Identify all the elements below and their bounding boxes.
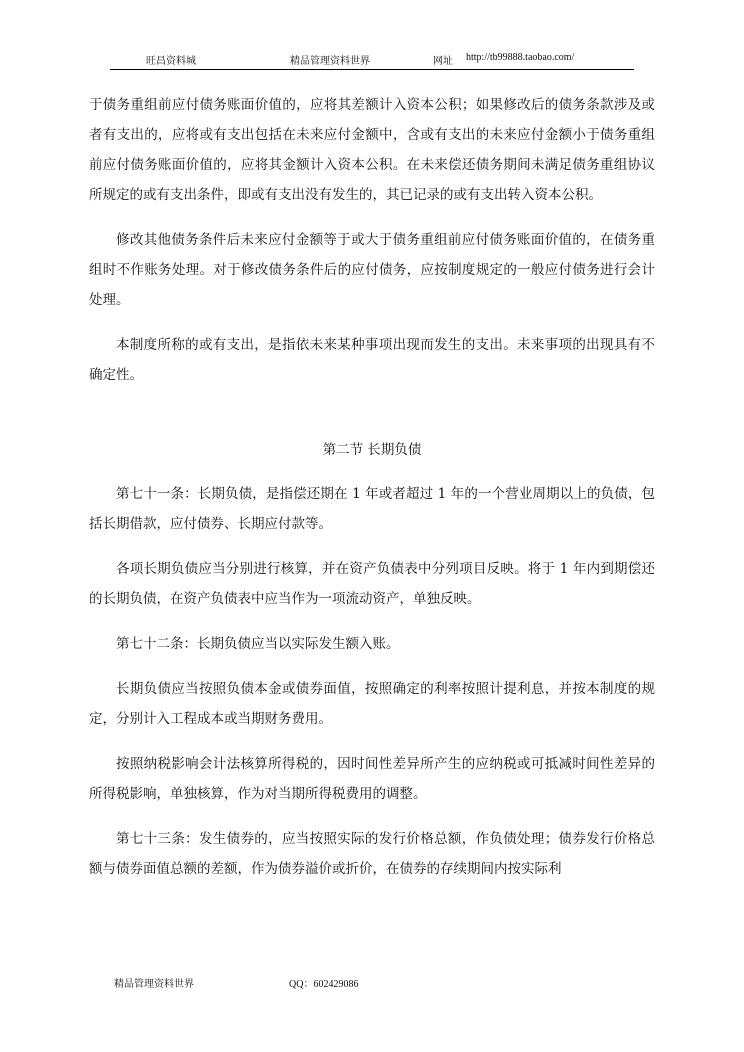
document-body — [89, 90, 655, 899]
paragraph: 各项长期负债应当分别进行核算，并在资产负债表中分列项目反映。将于 1 年内到期偿还的长期负债，在资产负债表中应当作为一项流动资产，单独反映。 — [89, 561, 655, 607]
header-shop-name: 旺昌资料城 — [146, 56, 196, 67]
paragraph-continuation: 于债务重组前应付债务账面价值的，应将其差额计入资本公积；如果修改后的债务条款涉及或者有支出的，应将或有支出包括在未来应付金额中，含或有支出的未来应付金额小于债务重组前应付债务账面价值的，应将其金额计入资本公积。在未来偿还债务期间未满足债务重组协议所规定的或有支出条件，即或有支出没有发生的，其已记录的或有支出转入资本公积。 — [89, 97, 655, 203]
article-73: 第七十三条：发生债券的，应当按照实际的发行价格总额，作负债处理；债券发行价格总额与债券面值总额的差额，作为债券溢价或折价，在债券的存续期间内按实际利 — [89, 831, 655, 877]
paragraph: 按照纳税影响会计法核算所得税的，因时间性差异所产生的应纳税或可抵减时间性差异的所得税影响，单独核算，作为对当期所得税费用的调整。 — [89, 756, 655, 802]
header-divider — [110, 69, 634, 70]
article-71: 第七十一条：长期负债，是指偿还期在 1 年或者超过 1 年的一个营业周期以上的负债，包括长期借款，应付债券、长期应付款等。 — [89, 486, 655, 532]
section-heading: 第二节 长期负债 — [322, 442, 422, 458]
article-72: 第七十二条：长期负债应当以实际发生额入账。 — [116, 636, 400, 652]
footer-qq: QQ：602429086 — [289, 979, 359, 990]
header-world-name: 精品管理资料世界 — [290, 56, 370, 67]
header-url-label: 网址 — [433, 56, 453, 67]
page-header — [0, 52, 744, 70]
header-url-link[interactable]: http://tb99888.taobao.com/ — [466, 52, 575, 63]
paragraph: 本制度所称的或有支出，是指依未来某种事项出现而发生的支出。未来事项的出现具有不确定性。 — [89, 337, 655, 383]
paragraph: 长期负债应当按照负债本金或债券面值，按照确定的利率按照计提利息，并按本制度的规定，分别计入工程成本或当期财务费用。 — [89, 681, 655, 727]
footer-world-name: 精品管理资料世界 — [114, 979, 194, 990]
paragraph: 修改其他债务条件后未来应付金额等于或大于债务重组前应付债务账面价值的，在债务重组时不作账务处理。对于修改债务条件后的应付债务，应按制度规定的一般应付债务进行会计处理。 — [89, 232, 655, 308]
